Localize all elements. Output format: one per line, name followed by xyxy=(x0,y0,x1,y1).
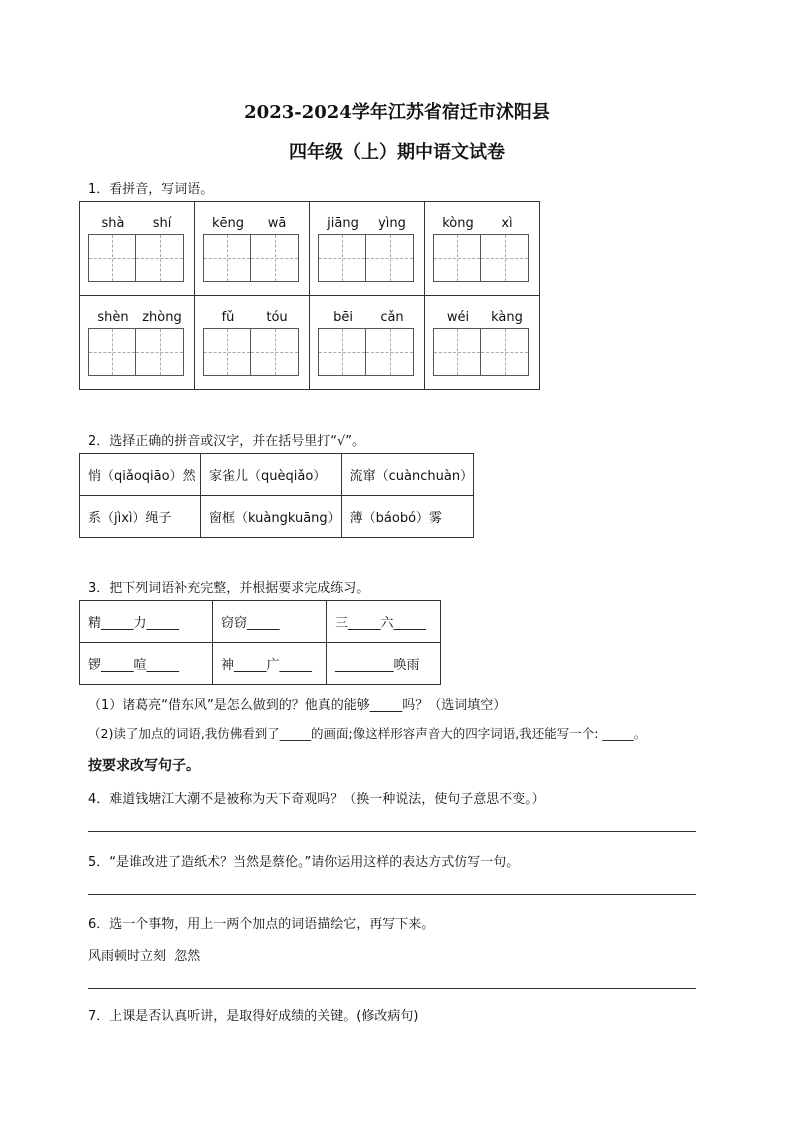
exam-title-line1: 2023-2024学年江苏省宿迁市沭阳县 xyxy=(244,102,550,123)
q2-choice-table xyxy=(79,453,474,538)
pinyin-1: kēng xyxy=(211,216,245,231)
q6-word-list: 风雨顿时立刻 忽然 xyxy=(88,949,201,964)
pinyin-2: kàng xyxy=(491,310,523,325)
pinyin-2: wā xyxy=(267,216,287,231)
writing-boxes[interactable] xyxy=(203,328,299,376)
q4-answer-line[interactable] xyxy=(88,831,696,832)
q3-cell[interactable]: _________唤雨 xyxy=(327,643,441,685)
pinyin-2: xì xyxy=(501,216,513,231)
q5-answer-line[interactable] xyxy=(88,894,696,895)
q3-fill-table xyxy=(79,600,441,685)
q1-pinyin-grid xyxy=(79,201,540,390)
pinyin-cell xyxy=(80,296,194,389)
pinyin-1: kòng xyxy=(442,216,474,231)
writing-boxes[interactable] xyxy=(318,328,414,376)
pinyin-1: jiāng xyxy=(327,216,359,231)
pinyin-cell xyxy=(195,202,309,295)
writing-boxes[interactable] xyxy=(88,234,184,282)
q2-cell[interactable]: 窗框（kuàngkuāng） xyxy=(201,496,342,538)
pinyin-1: shà xyxy=(101,216,125,231)
q1-prompt: 1．看拼音，写词语。 xyxy=(88,182,214,197)
section-heading: 按要求改写句子。 xyxy=(88,758,200,774)
q4-prompt: 4．难道钱塘江大潮不是被称为天下奇观吗？（换一种说法，使句子意思不变。） xyxy=(88,792,545,807)
q5-prompt: 5．“是谁改进了造纸术？当然是蔡伦。”请你运用这样的表达方式仿写一句。 xyxy=(88,855,520,870)
pinyin-2: shí xyxy=(152,216,172,231)
q2-cell[interactable]: 悄（qiǎoqiāo）然 xyxy=(80,454,201,496)
pinyin-2: yìng xyxy=(378,216,406,231)
q3-cell[interactable]: 三_____六_____ xyxy=(327,601,441,643)
pinyin-cell xyxy=(425,296,539,389)
writing-boxes[interactable] xyxy=(318,234,414,282)
q2-prompt: 2．选择正确的拼音或汉字，并在括号里打“√”。 xyxy=(88,434,366,449)
writing-boxes[interactable] xyxy=(433,234,529,282)
q3-cell[interactable]: 窃窃_____ xyxy=(213,601,327,643)
pinyin-2: cǎn xyxy=(380,310,404,325)
q3-subquestion-2: （2)读了加点的词语,我仿佛看到了_____的画面;像这样形容声音大的四字词语,我还能写一个: _____。 xyxy=(88,726,647,741)
q3-prompt: 3．把下列词语补充完整，并根据要求完成练习。 xyxy=(88,581,370,596)
pinyin-cell xyxy=(195,296,309,389)
q6-prompt: 6．选一个事物，用上一两个加点的词语描绘它，再写下来。 xyxy=(88,917,435,932)
pinyin-cell xyxy=(310,296,424,389)
pinyin-2: tóu xyxy=(266,310,288,325)
pinyin-1: wéi xyxy=(446,310,470,325)
q2-cell[interactable]: 薄（báobó）雾 xyxy=(341,496,473,538)
writing-boxes[interactable] xyxy=(88,328,184,376)
q2-cell[interactable]: 家雀儿（quèqiǎo） xyxy=(201,454,342,496)
exam-title-line2: 四年级（上）期中语文试卷 xyxy=(289,142,505,163)
q7-prompt: 7．上课是否认真听讲，是取得好成绩的关键。(修改病句) xyxy=(88,1009,419,1024)
pinyin-cell xyxy=(310,202,424,295)
q3-cell[interactable]: 精_____力_____ xyxy=(80,601,213,643)
pinyin-2: zhòng xyxy=(142,310,182,325)
pinyin-cell xyxy=(80,202,194,295)
q3-cell[interactable]: 神_____广_____ xyxy=(213,643,327,685)
q3-cell[interactable]: 锣_____喧_____ xyxy=(80,643,213,685)
q3-subquestion-1: （1）诸葛亮“借东风”是怎么做到的？他真的能够_____吗？（选词填空） xyxy=(88,698,507,713)
q2-cell[interactable]: 系（jìxì）绳子 xyxy=(80,496,201,538)
pinyin-1: bēi xyxy=(333,310,353,325)
q6-answer-line[interactable] xyxy=(88,988,696,989)
pinyin-cell xyxy=(425,202,539,295)
q2-cell[interactable]: 流窜（cuànchuàn） xyxy=(341,454,473,496)
writing-boxes[interactable] xyxy=(433,328,529,376)
pinyin-1: fǔ xyxy=(221,310,235,325)
pinyin-1: shèn xyxy=(97,310,129,325)
writing-boxes[interactable] xyxy=(203,234,299,282)
